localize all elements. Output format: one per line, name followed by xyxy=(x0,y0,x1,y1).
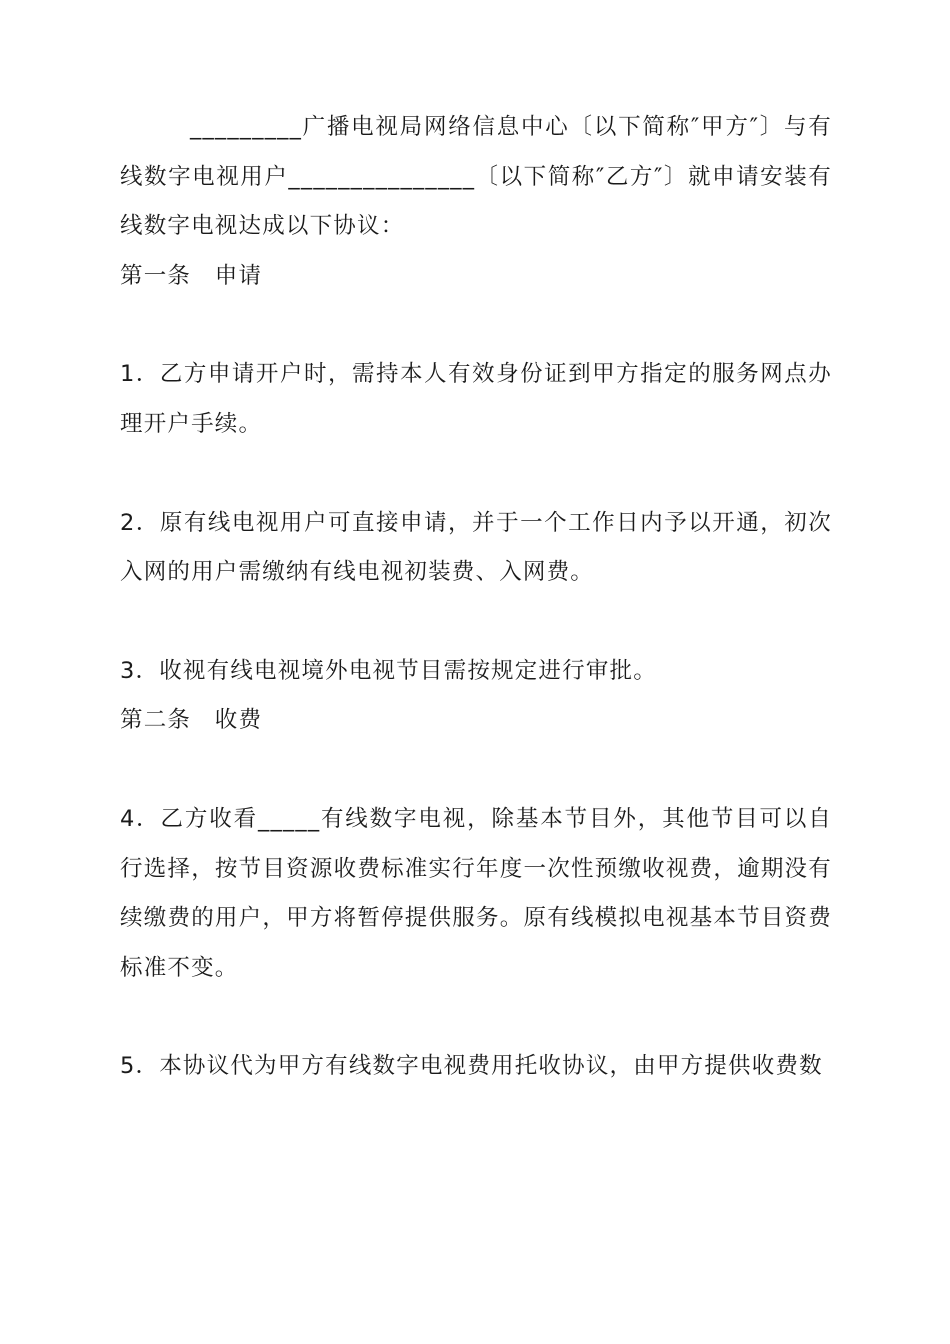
clause-5: 5．本协议代为甲方有线数字电视费用托收协议，由甲方提供收费数 xyxy=(120,1053,823,1080)
section-heading-application: 第一条 申请 xyxy=(120,262,263,289)
clause-4: 4．乙方收看_____有线数字电视，除基本节目外，其他节目可以自行选择，按节目资源收费标准实行年度一次性预缴收视费，逾期没有续缴费的用户，甲方将暂停提供服务。原有线模拟电视基本节目资费标准不变。 xyxy=(120,805,832,981)
section-heading-fees: 第二条 收费 xyxy=(120,707,263,734)
clause-3: 3．收视有线电视境外电视节目需按规定进行审批。 xyxy=(120,657,657,684)
clause-1: 1．乙方申请开户时，需持本人有效身份证到甲方指定的服务网点办理开户手续。 xyxy=(120,361,832,437)
intro-paragraph: _________广播电视局网络信息中心〔以下简称″甲方″〕与有线数字电视用户_______________〔以下简称″乙方″〕就申请安装有线数字电视达成以下协议： xyxy=(120,114,832,240)
clause-2: 2．原有线电视用户可直接申请，并于一个工作日内予以开通，初次入网的用户需缴纳有线电视初装费、入网费。 xyxy=(120,509,832,586)
document-page xyxy=(120,103,832,1092)
